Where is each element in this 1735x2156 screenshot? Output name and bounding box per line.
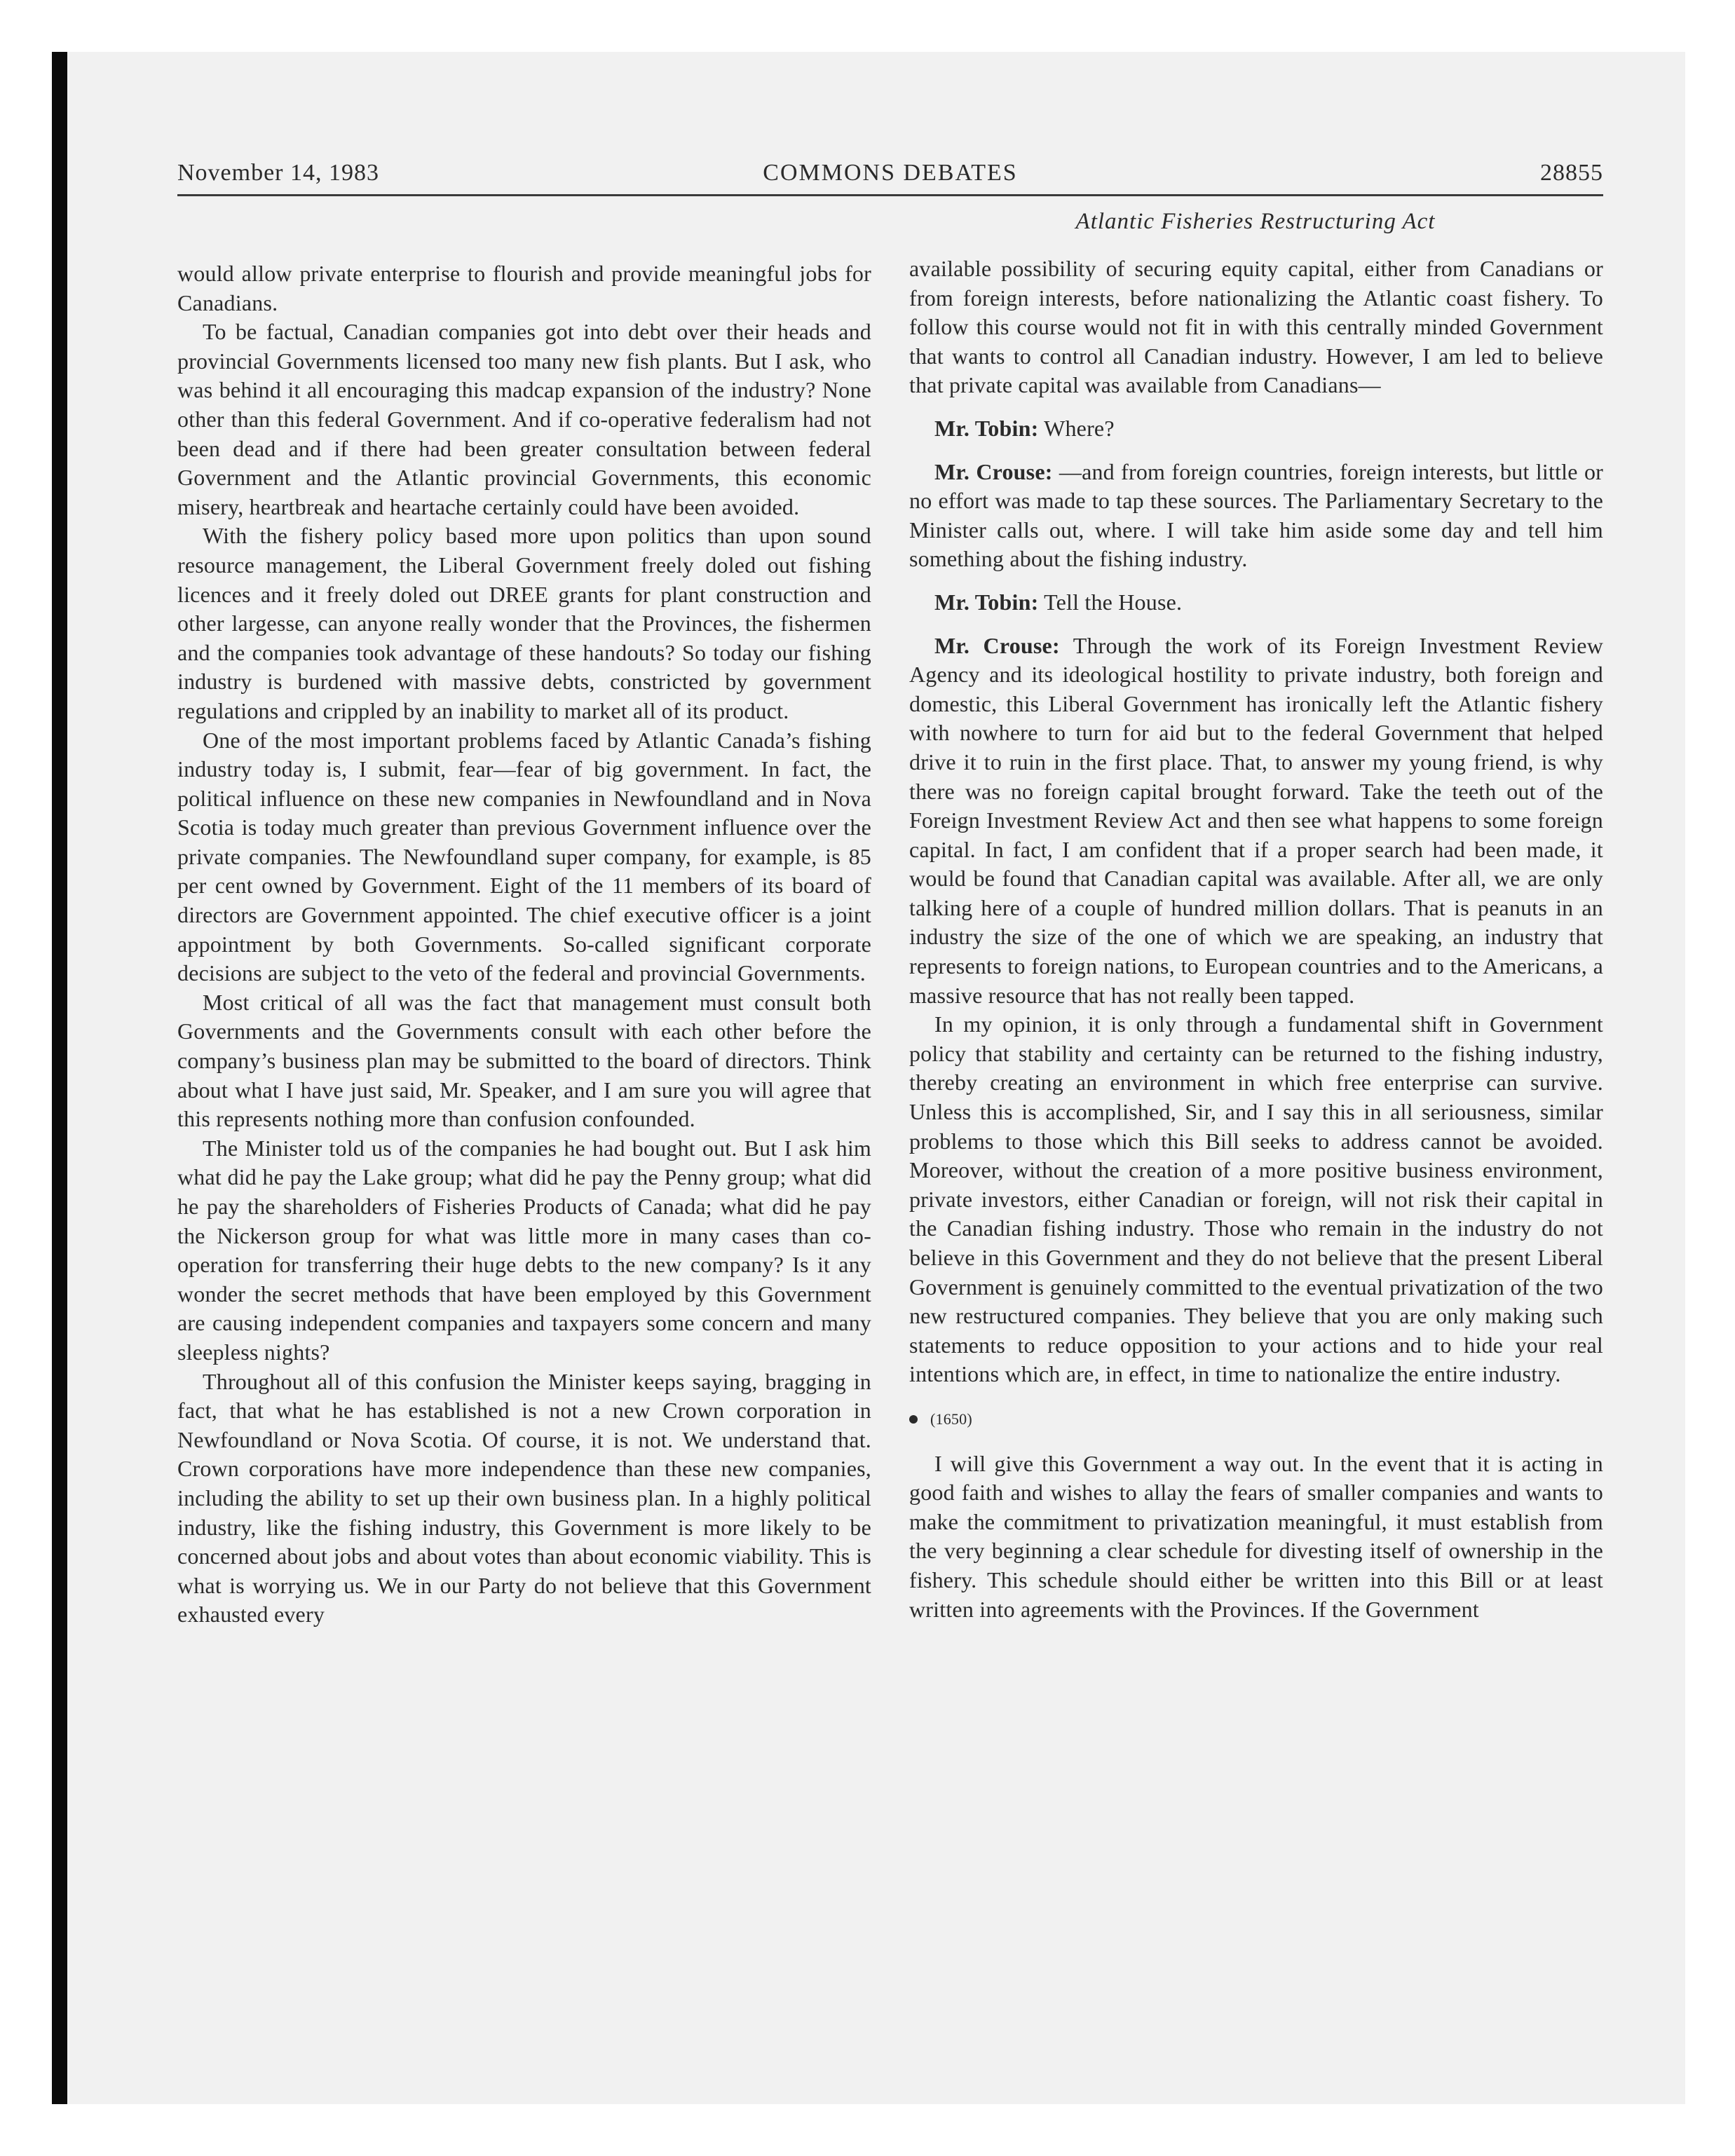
speech-text: Tell the House. — [1044, 589, 1183, 615]
speaker-name: Mr. Crouse: — [934, 458, 1053, 484]
speaker-name: Mr. Crouse: — [934, 632, 1060, 658]
right-column — [909, 254, 1603, 1624]
left-column — [177, 259, 871, 1630]
header-rule — [177, 194, 1603, 196]
speech-text: Through the work of its Foreign Investment Review Agency and its ideological hostility to private industry, both foreign and domestic, this Liberal Government has ironically left the Atlantic fishery with nowhere to turn for aid but to the federal Government that helped drive it to ruin in the first place. That, to answer my young friend, is why there was no foreign capital brought forward. Take the teeth out of the Foreign Investment Review Act and then see what happens to some foreign capital. In fact, I am confident that if a proper search had been made, it would be found that Canadian capital was available. After all, we are only talking here of a couple of hundred million dollars. That is peanuts in an industry the size of the one of which we are speaking, an industry that represents to foreign nations, to European countries and to the Americans, a massive resource that has not really been tapped. — [909, 632, 1604, 1008]
header-date: November 14, 1983 — [177, 160, 380, 186]
page-header — [177, 160, 1603, 195]
speaker-name: Mr. Tobin: — [934, 589, 1039, 615]
header-page-number: 28855 — [1540, 160, 1603, 186]
time-marker-label: (1650) — [930, 1410, 972, 1428]
binding-edge — [52, 52, 67, 2104]
paragraph: In my opinion, it is only through a fundamental shift in Government policy that stability and certainty can be returned to the fishing industry, thereby creating an environment in which free enterprise can survive. Unless this is accomplished, Sir, and I say this in all seriousness, similar problems to those which this Bill seeks to address cannot be avoided. Moreover, without the creation of a more positive business environment, private investors, either Canadian or foreign, will not risk their capital in the Canadian fishing industry. Those who remain in the industry do not believe in this Government and they do not believe that the present Liberal Government is genuinely committed to the eventual privatization of the two new restructured companies. They believe that you are only making such statements to reduce opposition to your actions and to hide your real intentions which are, in effect, in time to nationalize the entire industry. — [909, 1011, 1603, 1387]
paragraph: Throughout all of this confusion the Minister keeps saying, bragging in fact, that what he has established is not a new Crown corporation in Newfoundland or Nova Scotia. Of course, it is not. We understand that. Crown corporations have more independence than these new companies, including the ability to set up their own business plan. In a highly political industry, like the fishing industry, this Government is more likely to be concerned about jobs and about votes than about economic viability. This is what is worrying us. We in our Party do not believe that this Government exhausted every — [177, 1368, 871, 1628]
speech-crouse — [909, 458, 1603, 574]
speech-tobin-house — [909, 588, 1603, 618]
paragraph: One of the most important problems faced by Atlantic Canada’s fishing industry today is, I submit, fear—fear of big government. In fact, the political influence on these new companies in Newfoundland and in Nova Scotia is today much greater than previous Government influence over the private companies. The Newfoundland super company, for example, is 85 per cent owned by Government. Eight of the 11 members of its board of directors are Government appointed. The chief executive officer is a joint appointment by both Governments. So-called significant corporate decisions are subject to the veto of the federal and provincial Governments. — [177, 727, 871, 986]
speech-text: —and from foreign countries, foreign interests, but little or no effort was made to tap these sources. The Parliamentary Secretary to the Minister calls out, where. I will take him aside some day and tell him something about the fishing industry. — [909, 458, 1604, 572]
paragraph: With the fishery policy based more upon politics than upon sound resource management, the Liberal Government freely doled out fishing licences and it freely doled out DREE grants for plant construction and other largesse, can anyone really wonder that the Provinces, the fishermen and the companies took advantage of these handouts? So today our fishing industry is burdened with massive debts, constricted by government regulations and crippled by an inability to market all of its product. — [177, 523, 871, 723]
time-marker — [909, 1405, 1603, 1434]
running-title: Atlantic Fisheries Restructuring Act — [1075, 209, 1436, 234]
paragraph: The Minister told us of the companies he had bought out. But I ask him what did he pay the Lake group; what did he pay the Penny group; what did he pay the shareholders of Fisheries Products of Canada; what did he pay the Nickerson group for what was little more in many cases than co-operation for transferring their huge debts to the new company? Is it any wonder the secret methods that have been employed by this Government are causing independent companies and taxpayers some concern and many sleepless nights? — [177, 1135, 871, 1365]
speech-crouse-fira — [909, 632, 1603, 1011]
bullet-icon — [909, 1415, 918, 1424]
header-publication: COMMONS DEBATES — [763, 160, 1018, 186]
paragraph: Most critical of all was the fact that management must consult both Governments and the Governments consult with each other before the company’s business plan may be submitted to the board of directors. Think about what I have just said, Mr. Speaker, and I am sure you will agree that this represents nothing more than confusion confounded. — [177, 989, 871, 1132]
speaker-name: Mr. Tobin: — [934, 415, 1039, 441]
paragraph: would allow private enterprise to flourish and provide meaningful jobs for Canadians. — [177, 261, 871, 315]
paragraph: To be factual, Canadian companies got into debt over their heads and provincial Governments licensed too many new fish plants. But I ask, who was behind it all encouraging this madcap expansion of the industry? None other than this federal Government. And if co-operative federalism had not been dead and if there had been greater consultation between federal Government and the Atlantic provincial Governments, this economic misery, heartbreak and heartache certainly could have been avoided. — [177, 319, 871, 519]
paragraph: I will give this Government a way out. In the event that it is acting in good faith and wishes to allay the fears of smaller companies and wants to make the commitment to privatization meaningful, it must establish from the very beginning a clear schedule for divesting itself of ownership in the fishery. This schedule should either be written into this Bill or at least written into agreements with the Provinces. If the Government — [909, 1450, 1603, 1622]
speech-tobin-where — [909, 414, 1603, 444]
paragraph: available possibility of securing equity capital, either from Canadians or from foreign interests, before nationalizing the Atlantic coast fishery. To follow this course would not fit in with this centrally minded Government that wants to control all Canadian industry. However, I am led to believe that private capital was available from Canadians— — [909, 256, 1603, 398]
speech-text: Where? — [1044, 415, 1115, 441]
